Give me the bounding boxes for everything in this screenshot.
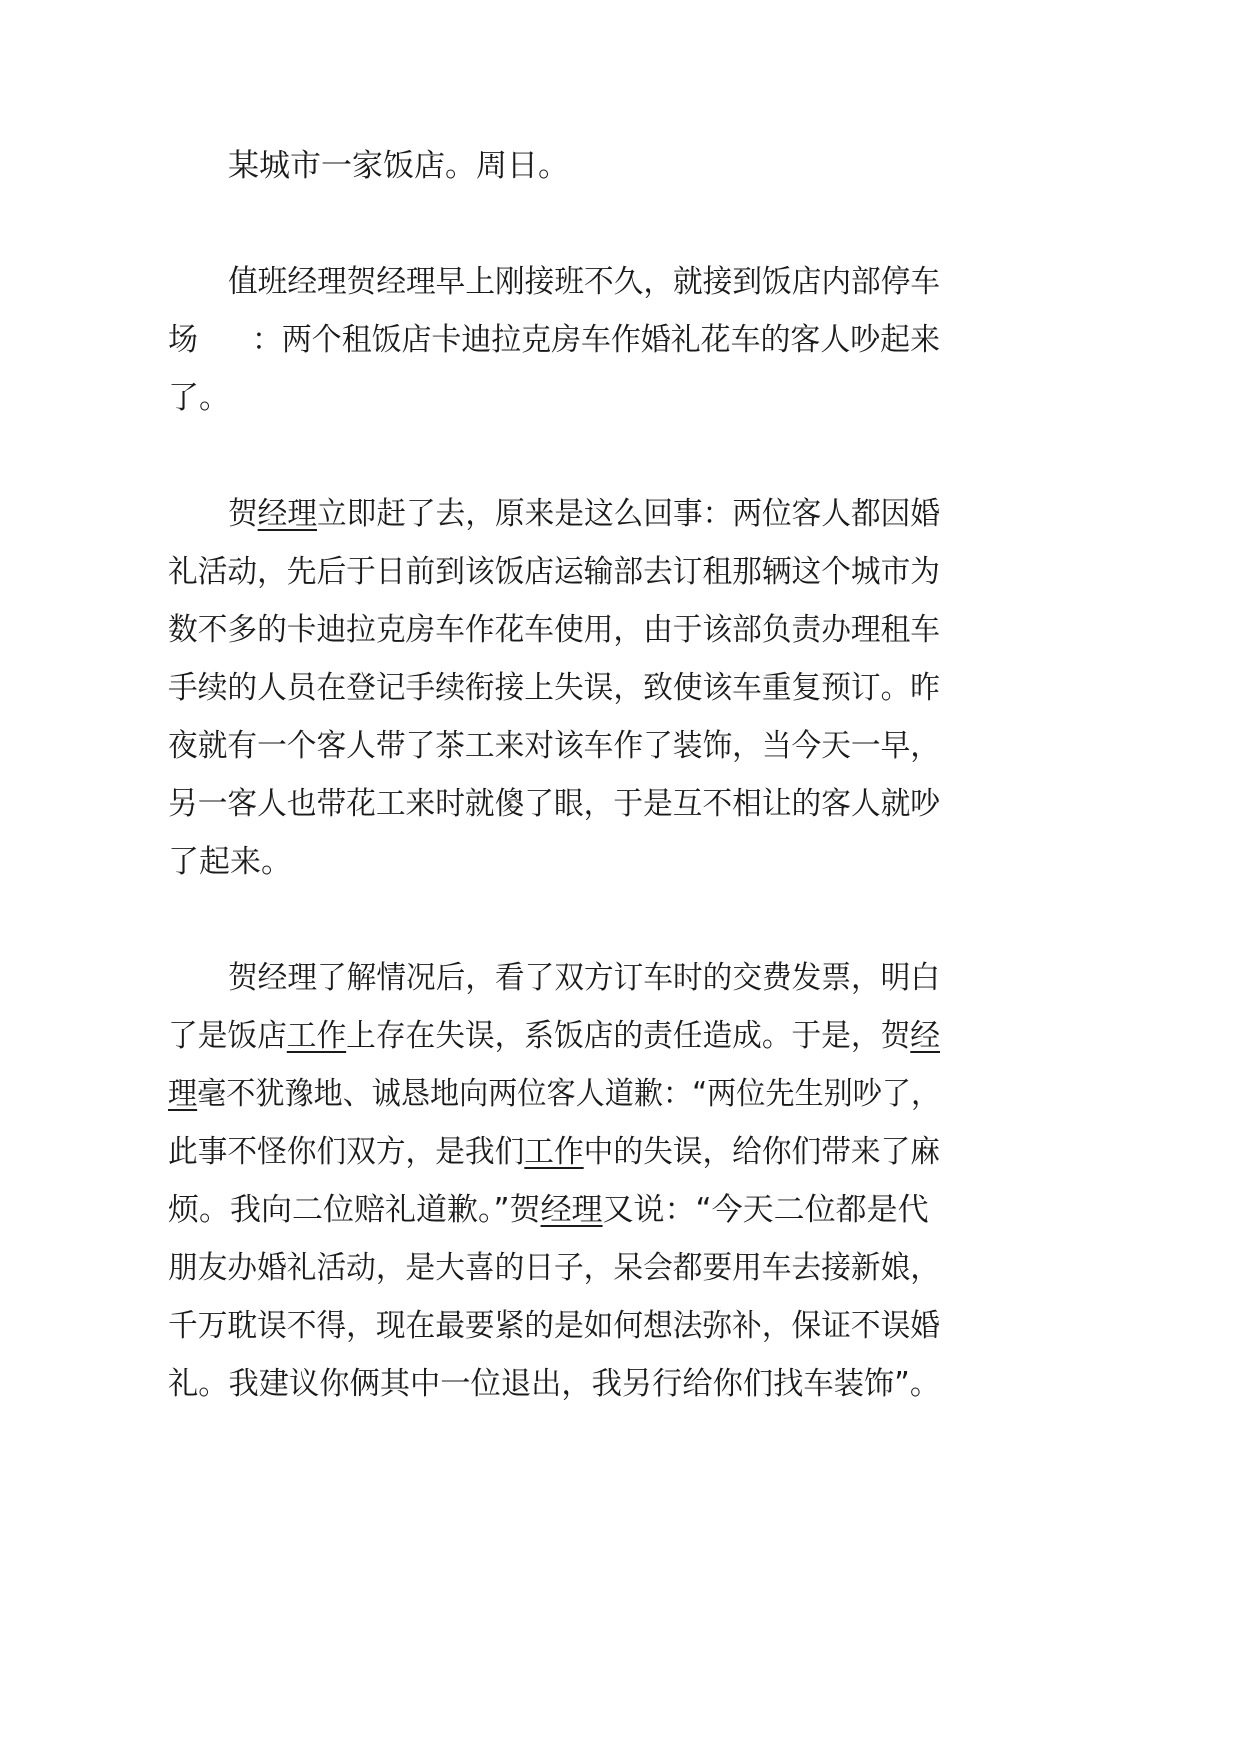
line-text: 数不多的卡迪拉克房车作花车使用，由于该部负责办理租车 [168, 612, 940, 648]
underlined-term: 经理 [257, 496, 318, 532]
text-line [168, 842, 292, 882]
text-line [168, 1364, 940, 1404]
line-text: 礼活动，先后于日前到该饭店运输部去订租那辆这个城市为 [168, 554, 940, 590]
text-line [228, 146, 569, 186]
line-text: 礼。我建议你俩其中一位退出，我另行给你们找车装饰”。 [168, 1366, 941, 1402]
text-line [228, 262, 940, 302]
line-text: 此事不怪你们双方，是我们 [168, 1134, 525, 1170]
text-line [168, 784, 940, 824]
text-line [168, 378, 230, 418]
line-text: 立即赶了去，原来是这么回事：两位客人都因婚 [317, 496, 941, 532]
underlined-term: 工作 [286, 1018, 347, 1054]
text-line [168, 1132, 940, 1172]
line-text: 又说：“今天二位都是代 [602, 1192, 929, 1228]
line-text: 朋友办婚礼活动，是大喜的日子，呆会都要用车去接新娘， [168, 1250, 940, 1286]
underlined-term: 经理 [540, 1192, 603, 1228]
line-text: 了。 [168, 380, 230, 416]
line-text: 贺 [228, 496, 258, 532]
text-line [168, 668, 940, 708]
text-line [168, 1306, 940, 1346]
line-text: 烦。我向二位赔礼道歉。”贺 [168, 1192, 541, 1228]
line-text: 千万耽误不得，现在最要紧的是如何想法弥补，保证不误婚 [168, 1308, 940, 1344]
line-text: 手续的人员在登记手续衔接上失误，致使该车重复预订。昨 [168, 670, 940, 706]
text-line [228, 494, 940, 534]
text-line [168, 1248, 940, 1288]
underlined-term: 理 [168, 1076, 198, 1112]
underlined-term: 工作 [524, 1134, 584, 1170]
line-text: 值班经理贺经理早上刚接班不久，就接到饭店内部停车 [228, 264, 941, 300]
text-line [168, 1190, 929, 1230]
line-text: 了起来。 [168, 844, 292, 880]
text-line [168, 726, 940, 766]
text-line [168, 552, 940, 592]
line-text: 了是饭店 [168, 1018, 287, 1054]
line-text: 场 [168, 322, 198, 358]
line-text: 夜就有一个客人带了茶工来对该车作了装饰，当今天一早， [168, 728, 940, 764]
line-text: 某城市一家饭店。周日。 [228, 148, 569, 184]
underlined-term: 经 [910, 1018, 940, 1054]
text-line [168, 610, 940, 650]
line-text: 另一客人也带花工来时就傻了眼，于是互不相让的客人就吵 [168, 786, 940, 822]
text-line [228, 958, 940, 998]
text-line [168, 1074, 940, 1114]
line-text: 中的失误，给你们带来了麻 [583, 1134, 940, 1170]
line-text: 毫不犹豫地、诚恳地向两位客人道歉：“两位先生别吵了， [197, 1076, 941, 1112]
line-text: ：两个租饭店卡迪拉克房车作婚礼花车的客人吵起来 [251, 322, 941, 358]
line-text: 上存在失误，系饭店的责任造成。于是，贺 [346, 1018, 911, 1054]
line-text: 贺经理了解情况后，看了双方订车时的交费发票，明白 [228, 960, 941, 996]
text-line [168, 320, 940, 360]
text-line [168, 1016, 940, 1056]
